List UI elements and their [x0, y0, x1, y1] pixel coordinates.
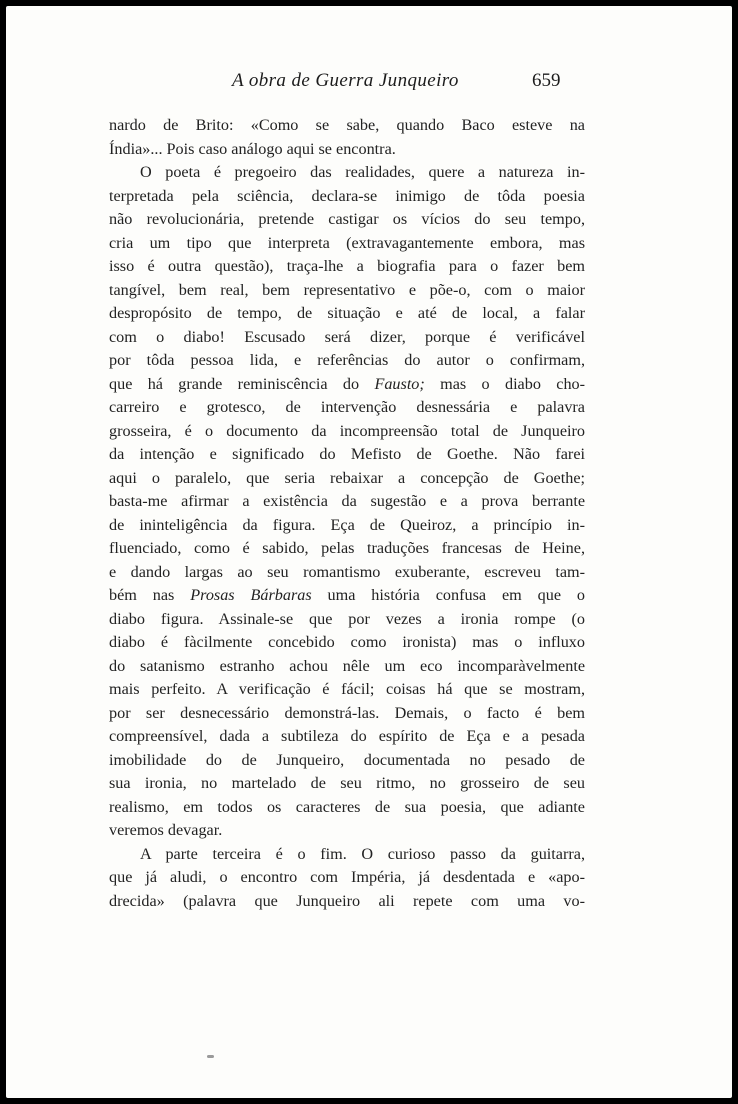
text-line: cria um tipo que interpreta (extravagantemente embora, mas — [109, 233, 585, 252]
line-text: mas o diabo cho- — [440, 374, 586, 393]
text-line: diabo é fàcilmente concebido como ironista) mas o influxo — [109, 633, 585, 651]
text-line: com o diabo! Escusado será dizer, porque é verificável — [109, 327, 585, 346]
text-line — [109, 584, 585, 608]
text-line: realismo, em todos os caracteres de sua poesia, que adiante — [109, 797, 585, 816]
text-line: do satanismo estranho achou nêle um eco incomparàvelmente — [109, 656, 585, 675]
text-line: por ser desnecessário demonstrá-las. Demais, o facto é bem — [109, 703, 585, 722]
page-header — [6, 70, 732, 100]
line-text: bém nas — [109, 586, 175, 604]
text-line: basta-me afirmar a existência da sugestão e a prova berrante — [109, 492, 585, 510]
running-title: A obra de Guerra Junqueiro — [232, 70, 459, 91]
text-line: tangível, bem real, bem representativo e põe-o, com o maior — [109, 280, 585, 299]
text-line: nardo de Brito: «Como se sabe, quando Baco esteve na — [109, 116, 585, 134]
text-line: veremos devagar. — [109, 821, 223, 839]
line-text: uma história confusa em que o — [327, 586, 585, 604]
text-line: por tôda pessoa lida, e referências do autor o confirmam, — [109, 351, 585, 369]
text-line: e dando largas ao seu romantismo exuberante, escreveu tam- — [109, 562, 585, 581]
text-line: A parte terceira é o fim. O curioso passo da guitarra, — [140, 844, 585, 863]
italic-title-prosas-barbaras: Prosas Bárbaras — [190, 586, 312, 604]
text-line: diabo figura. Assinale-se que por vezes a ironia rompe (o — [109, 609, 585, 628]
text-line: terpretada pela sciência, declara-se inimigo de tôda poesia — [109, 186, 585, 205]
text-line: que já aludi, o encontro com Impéria, já desdentada e «apo- — [109, 868, 585, 886]
text-line: não revolucionária, pretende castigar os vícios do seu tempo, — [109, 210, 585, 228]
text-line: despropósito de tempo, de situação e até de local, a falar — [109, 304, 585, 322]
text-line: grosseira, é o documento da incompreensão total de Junqueiro — [109, 421, 585, 440]
text-line: da intenção e significado do Mefisto de Goethe. Não farei — [109, 445, 585, 463]
line-text: que há grande reminiscência do — [109, 374, 360, 393]
text-line: carreiro e grotesco, de intervenção desnessária e palavra — [109, 398, 585, 416]
text-line: O poeta é pregoeiro das realidades, quere a natureza in- — [140, 163, 585, 181]
text-line: compreensível, dada a subtileza do espírito de Eça e a pesada — [109, 727, 585, 745]
ink-smudge — [207, 1055, 214, 1058]
text-line — [109, 373, 585, 397]
book-page — [6, 6, 732, 1098]
text-line: fluenciado, como é sabido, pelas traduções francesas de Heine, — [109, 539, 585, 557]
text-line: isso é outra questão), traça-lhe a biografia para o fazer bem — [109, 257, 585, 275]
text-line: aqui o paralelo, que seria rebaixar a concepção de Goethe; — [109, 468, 585, 487]
page-number: 659 — [532, 70, 561, 91]
body-text — [109, 114, 585, 913]
text-line: sua ironia, no martelado de seu ritmo, no grosseiro de seu — [109, 774, 585, 792]
text-line: mais perfeito. A verificação é fácil; coisas há que se mostram, — [109, 680, 585, 698]
text-line: drecida» (palavra que Junqueiro ali repete com uma vo- — [109, 891, 585, 910]
italic-title-fausto: Fausto; — [374, 374, 425, 393]
text-line: imobilidade do de Junqueiro, documentada no pesado de — [109, 750, 585, 769]
text-line: de ininteligência da figura. Eça de Queiroz, a princípio in- — [109, 515, 585, 534]
text-line: Índia»... Pois caso análogo aqui se encontra. — [109, 139, 396, 158]
